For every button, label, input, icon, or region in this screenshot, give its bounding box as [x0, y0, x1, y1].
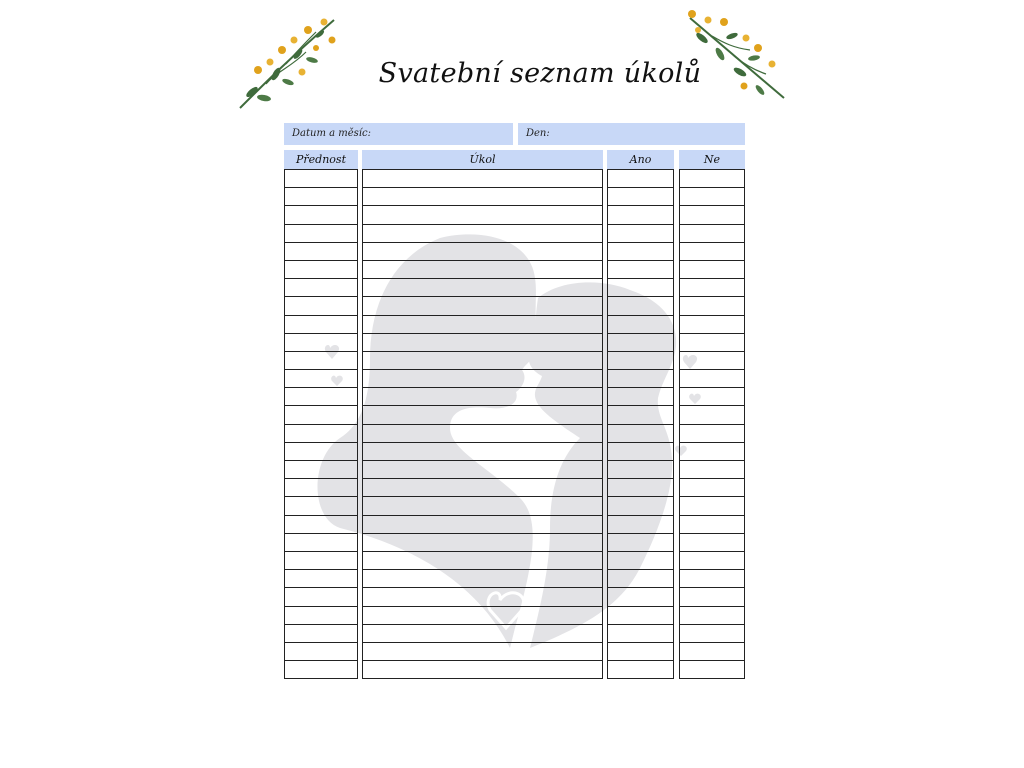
table-cell[interactable]: [284, 316, 358, 334]
table-cell[interactable]: [607, 497, 674, 515]
table-cell[interactable]: [284, 461, 358, 479]
table-cell[interactable]: [362, 425, 603, 443]
table-cell[interactable]: [284, 352, 358, 370]
table-cell[interactable]: [679, 625, 745, 643]
table-cell[interactable]: [284, 661, 358, 679]
no-column: [679, 150, 745, 679]
table-cell[interactable]: [607, 661, 674, 679]
priority-column: [284, 150, 358, 679]
table-cell[interactable]: [284, 170, 358, 188]
table-cell[interactable]: [284, 225, 358, 243]
table-cell[interactable]: [607, 170, 674, 188]
table-cell[interactable]: [362, 552, 603, 570]
table-cell[interactable]: [679, 552, 745, 570]
table-cell[interactable]: [362, 261, 603, 279]
table-cell[interactable]: [284, 425, 358, 443]
table-cell[interactable]: [607, 588, 674, 606]
table-cell[interactable]: [284, 588, 358, 606]
table-cell[interactable]: [679, 316, 745, 334]
table-cell[interactable]: [679, 352, 745, 370]
table-cell[interactable]: [362, 316, 603, 334]
table-cell[interactable]: [362, 570, 603, 588]
table-cell[interactable]: [284, 279, 358, 297]
table-cell[interactable]: [362, 388, 603, 406]
table-cell[interactable]: [362, 406, 603, 424]
table-cell[interactable]: [607, 388, 674, 406]
table-cell[interactable]: [607, 570, 674, 588]
table-cell[interactable]: [362, 297, 603, 315]
table-cell[interactable]: [607, 425, 674, 443]
table-cell[interactable]: [362, 188, 603, 206]
table-cell[interactable]: [284, 388, 358, 406]
table-cell[interactable]: [607, 261, 674, 279]
table-cell[interactable]: [679, 479, 745, 497]
task-header: Úkol: [362, 150, 603, 169]
table-cell[interactable]: [679, 261, 745, 279]
table-cell[interactable]: [362, 243, 603, 261]
table-cell[interactable]: [679, 334, 745, 352]
yes-cells: [607, 169, 674, 679]
table-cell[interactable]: [362, 352, 603, 370]
table-cell[interactable]: [284, 497, 358, 515]
table-cell[interactable]: [607, 552, 674, 570]
table-cell[interactable]: [679, 170, 745, 188]
table-cell[interactable]: [679, 534, 745, 552]
table-cell[interactable]: [679, 607, 745, 625]
task-cells: [362, 169, 603, 679]
table-cell[interactable]: [284, 552, 358, 570]
table-cell[interactable]: [607, 643, 674, 661]
table-cell[interactable]: [607, 243, 674, 261]
table-cell[interactable]: [679, 516, 745, 534]
table-cell[interactable]: [362, 661, 603, 679]
table-cell[interactable]: [284, 297, 358, 315]
table-cell[interactable]: [362, 461, 603, 479]
table-cell[interactable]: [284, 261, 358, 279]
table-cell[interactable]: [284, 334, 358, 352]
table-cell[interactable]: [679, 661, 745, 679]
table-cell[interactable]: [679, 188, 745, 206]
table-cell[interactable]: [607, 607, 674, 625]
table-cell[interactable]: [284, 516, 358, 534]
table-cell[interactable]: [284, 607, 358, 625]
table-cell[interactable]: [607, 406, 674, 424]
yes-column: [607, 150, 674, 679]
day-field[interactable]: Den:: [518, 123, 745, 145]
table-cell[interactable]: [284, 206, 358, 224]
table-cell[interactable]: [607, 534, 674, 552]
table-cell[interactable]: [607, 443, 674, 461]
table-cell[interactable]: [362, 625, 603, 643]
table-cell[interactable]: [607, 188, 674, 206]
table-cell[interactable]: [607, 479, 674, 497]
table-cell[interactable]: [362, 534, 603, 552]
table-cell[interactable]: [362, 443, 603, 461]
table-cell[interactable]: [679, 588, 745, 606]
table-cell[interactable]: [679, 570, 745, 588]
table-cell[interactable]: [679, 497, 745, 515]
table-cell[interactable]: [284, 479, 358, 497]
table-cell[interactable]: [607, 461, 674, 479]
table-cell[interactable]: [607, 206, 674, 224]
table-cell[interactable]: [284, 625, 358, 643]
table-cell[interactable]: [679, 225, 745, 243]
table-cell[interactable]: [362, 479, 603, 497]
table-cell[interactable]: [362, 225, 603, 243]
table-cell[interactable]: [607, 625, 674, 643]
table-cell[interactable]: [362, 643, 603, 661]
table-cell[interactable]: [362, 170, 603, 188]
table-cell[interactable]: [679, 297, 745, 315]
table-cell[interactable]: [607, 297, 674, 315]
table-cell[interactable]: [607, 516, 674, 534]
no-header: Ne: [679, 150, 745, 169]
table-cell[interactable]: [679, 206, 745, 224]
table-cell[interactable]: [362, 516, 603, 534]
no-cells: [679, 169, 745, 679]
table-cell[interactable]: [607, 225, 674, 243]
table-cell[interactable]: [607, 334, 674, 352]
table-cell[interactable]: [362, 279, 603, 297]
table-cell[interactable]: [284, 406, 358, 424]
table-cell[interactable]: [679, 406, 745, 424]
yes-header: Ano: [607, 150, 674, 169]
priority-cells: [284, 169, 358, 679]
table-cell[interactable]: [362, 206, 603, 224]
table-cell[interactable]: [679, 370, 745, 388]
table-cell[interactable]: [679, 443, 745, 461]
table-cell[interactable]: [362, 370, 603, 388]
table-cell[interactable]: [607, 279, 674, 297]
task-column: [362, 150, 603, 679]
table-cell[interactable]: [284, 188, 358, 206]
table-cell[interactable]: [679, 643, 745, 661]
table-cell[interactable]: [607, 352, 674, 370]
table-cell[interactable]: [362, 588, 603, 606]
table-cell[interactable]: [362, 334, 603, 352]
priority-header: Přednost: [284, 150, 358, 169]
table-cell[interactable]: [284, 643, 358, 661]
table-cell[interactable]: [607, 316, 674, 334]
table-cell[interactable]: [679, 425, 745, 443]
table-cell[interactable]: [284, 243, 358, 261]
page-title: Svatební seznam úkolů: [378, 58, 702, 89]
table-cell[interactable]: [607, 370, 674, 388]
table-cell[interactable]: [284, 370, 358, 388]
table-cell[interactable]: [679, 279, 745, 297]
table-cell[interactable]: [679, 243, 745, 261]
table-cell[interactable]: [284, 443, 358, 461]
table-cell[interactable]: [362, 607, 603, 625]
table-cell[interactable]: [284, 570, 358, 588]
date-month-field[interactable]: Datum a měsíc:: [284, 123, 513, 145]
table-cell[interactable]: [679, 388, 745, 406]
table-cell[interactable]: [284, 534, 358, 552]
table-cell[interactable]: [362, 497, 603, 515]
table-cell[interactable]: [679, 461, 745, 479]
